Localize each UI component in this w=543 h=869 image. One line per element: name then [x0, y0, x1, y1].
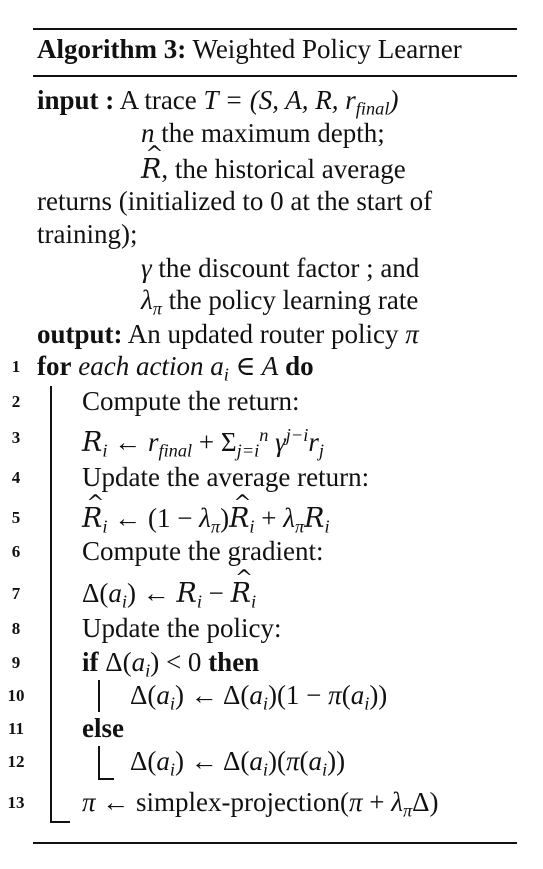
- paren-close: )): [369, 680, 388, 710]
- plus-op: +: [369, 787, 385, 817]
- return-sym: R: [176, 578, 197, 609]
- line-number: 12: [7, 752, 25, 771]
- input-gamma-sym: γ: [141, 253, 152, 283]
- line-number: 3: [11, 428, 21, 447]
- input-lambda-sym: λ: [141, 285, 153, 315]
- step-4-text: Update the average return:: [82, 462, 370, 492]
- pi-sym: π: [82, 787, 96, 817]
- action-sym: a: [249, 746, 263, 776]
- delta-expr: Δ(: [130, 680, 157, 710]
- line-number: 10: [7, 686, 25, 705]
- output-pi-sym: π: [405, 319, 419, 349]
- input-returns-cont: returns (initialized to 0 at the start of: [37, 186, 433, 216]
- output-label: output:: [37, 319, 123, 349]
- sum-lower: j=i: [236, 440, 260, 461]
- step-13: [82, 789, 439, 820]
- input-gamma-text: the discount factor ; and: [158, 253, 420, 283]
- action-sym: a: [350, 680, 365, 710]
- for-keyword: for: [37, 351, 72, 381]
- delta-expr: Δ(: [105, 647, 132, 677]
- step-2-text: Compute the return:: [82, 386, 300, 416]
- paren-open: (: [339, 787, 349, 817]
- action-sym: a: [308, 746, 322, 776]
- sum-sym: Σ: [220, 427, 237, 458]
- paren-close: ): [174, 680, 184, 710]
- delta-close: Δ): [412, 787, 439, 817]
- lambda-sub: π: [210, 516, 221, 537]
- lambda-sub: π: [294, 516, 305, 537]
- cond-rest: ) < 0: [150, 647, 202, 677]
- step-5: [82, 505, 330, 536]
- for-action-sym: a: [210, 351, 224, 381]
- simplex-text: simplex-projection: [136, 787, 340, 817]
- sum-upper: n: [259, 425, 269, 445]
- delta-expr: Δ(: [82, 578, 109, 608]
- line-number: 5: [11, 508, 21, 527]
- avg-return-sub: i: [249, 516, 255, 537]
- action-sub: i: [262, 759, 268, 780]
- line-number: 6: [11, 542, 21, 561]
- gamma-exp: j−i: [285, 425, 309, 445]
- avg-return-sym: ^ R: [229, 505, 249, 532]
- action-sub: i: [169, 693, 175, 714]
- pi-sym: π: [348, 787, 363, 817]
- avg-return-sub: i: [251, 591, 257, 612]
- input-trace-sub: final: [355, 98, 390, 119]
- step-8: [82, 615, 281, 642]
- assign-arrow: ←: [102, 787, 130, 817]
- input-returns-text: , the historical average: [161, 154, 406, 184]
- step-12: [130, 748, 345, 779]
- input-lambda-sub: π: [152, 298, 162, 319]
- input-training-text: training);: [37, 219, 138, 249]
- top-rule: [33, 28, 517, 30]
- paren-open: (: [299, 746, 309, 776]
- r-j-sub: j: [318, 440, 324, 461]
- plus-op: +: [261, 503, 277, 533]
- else-block-end: [98, 778, 114, 780]
- pi-sym: π: [285, 746, 300, 776]
- delta-expr: Δ(: [222, 680, 250, 710]
- assign-arrow: ←: [190, 680, 218, 710]
- step-3: [82, 426, 324, 460]
- for-action-sub: i: [223, 364, 229, 385]
- output-text: An updated router policy: [127, 319, 399, 349]
- paren-mid: )(1 −: [267, 680, 322, 710]
- line-number: 4: [11, 468, 21, 487]
- plus-op: +: [198, 427, 215, 458]
- input-depth-sym: n: [141, 118, 155, 148]
- step-4: [82, 464, 369, 491]
- action-sub: i: [145, 660, 151, 681]
- step-6: [82, 538, 323, 565]
- lambda-sym: λ: [391, 787, 403, 817]
- action-sub: i: [121, 591, 127, 612]
- action-sym: a: [156, 680, 170, 710]
- input-line-6: [141, 255, 419, 282]
- input-trace-math: T = (S, A, R, r: [203, 85, 356, 115]
- input-label: input: [37, 85, 99, 115]
- else-keyword: else: [82, 713, 124, 743]
- for-block-end: [50, 821, 70, 823]
- line-number: 11: [7, 719, 25, 738]
- line-number: 8: [11, 619, 21, 638]
- action-sub: i: [364, 693, 370, 714]
- step-10: [130, 682, 387, 713]
- paren-close: ): [174, 746, 184, 776]
- minus-op: −: [208, 578, 224, 608]
- pi-sym: π: [328, 680, 342, 710]
- gamma-sym: γ: [275, 427, 286, 458]
- input-depth-text: the maximum depth;: [161, 118, 385, 148]
- action-sym: a: [249, 680, 263, 710]
- then-keyword: then: [208, 647, 260, 677]
- for-text: each action: [78, 351, 204, 381]
- do-keyword: do: [285, 351, 314, 381]
- algorithm-name: Weighted Policy Learner: [192, 34, 462, 64]
- paren-mid: )(: [267, 746, 286, 776]
- return-sub: i: [196, 591, 202, 612]
- step-9: [82, 649, 259, 680]
- paren-close: )): [327, 746, 346, 776]
- input-line-4: [37, 188, 432, 215]
- step-8-text: Update the policy:: [82, 613, 282, 643]
- input-lambda-text: the policy learning rate: [168, 285, 419, 315]
- input-line-1: [37, 87, 398, 118]
- line-number: 2: [11, 392, 21, 411]
- step-1: [37, 353, 314, 384]
- paren-open: (1 −: [147, 503, 193, 533]
- lambda-sub: π: [402, 800, 413, 821]
- for-block-bar: [50, 386, 52, 821]
- paren-open: (: [341, 680, 351, 710]
- input-line-3: [141, 156, 406, 183]
- r-final-sub: final: [158, 440, 193, 461]
- input-line-5: [37, 221, 137, 248]
- bottom-rule: [33, 842, 517, 844]
- step-11: [82, 715, 124, 742]
- action-sub: i: [321, 759, 328, 780]
- avg-return-sym: ^ R: [82, 505, 102, 532]
- assign-arrow: ←: [142, 578, 170, 608]
- assign-arrow: ←: [114, 503, 142, 533]
- lambda-sym: λ: [199, 503, 211, 533]
- input-line-7: [141, 287, 418, 318]
- paren-close: ): [126, 578, 136, 608]
- output-line: [37, 321, 419, 348]
- step-7: [82, 580, 256, 611]
- action-sym: a: [156, 746, 170, 776]
- assign-arrow: ←: [114, 427, 142, 458]
- paren-close: ): [220, 503, 230, 533]
- step-2: [82, 388, 299, 415]
- r-final-sym: r: [147, 427, 159, 458]
- input-line-2: [141, 120, 385, 147]
- action-sub: i: [169, 759, 175, 780]
- action-sym: a: [108, 578, 122, 608]
- input-colon: :: [105, 85, 115, 115]
- delta-expr: Δ(: [222, 746, 250, 776]
- input-trace-close: ): [389, 85, 399, 115]
- action-sub: i: [262, 693, 268, 714]
- title-rule: [33, 75, 517, 77]
- r-j-sym: r: [308, 427, 319, 458]
- action-sym: a: [131, 647, 146, 677]
- delta-expr: Δ(: [130, 746, 157, 776]
- return-sub: i: [324, 516, 330, 537]
- lambda-sym: λ: [283, 503, 295, 533]
- step-6-text: Compute the gradient:: [82, 536, 324, 566]
- if-keyword: if: [82, 647, 99, 677]
- algorithm-label: Algorithm 3:: [37, 34, 187, 64]
- return-sym: R: [82, 427, 103, 459]
- else-block-bar: [98, 746, 100, 778]
- avg-return-sub: i: [102, 516, 108, 537]
- return-sub: i: [102, 440, 108, 461]
- line-number: 7: [11, 584, 21, 603]
- return-sym: R: [304, 503, 325, 534]
- line-number: 9: [11, 653, 21, 672]
- algorithm-title: [37, 34, 462, 65]
- avg-return-sym: ^ R: [231, 580, 251, 607]
- line-number: 1: [11, 357, 21, 376]
- if-block-bar: [98, 680, 100, 712]
- input-trace-text: A trace: [119, 85, 197, 115]
- input-returns-sym: ^ R: [141, 156, 161, 183]
- assign-arrow: ←: [190, 746, 218, 776]
- line-number: 13: [7, 793, 25, 812]
- for-in-set: ∈ A: [235, 351, 279, 381]
